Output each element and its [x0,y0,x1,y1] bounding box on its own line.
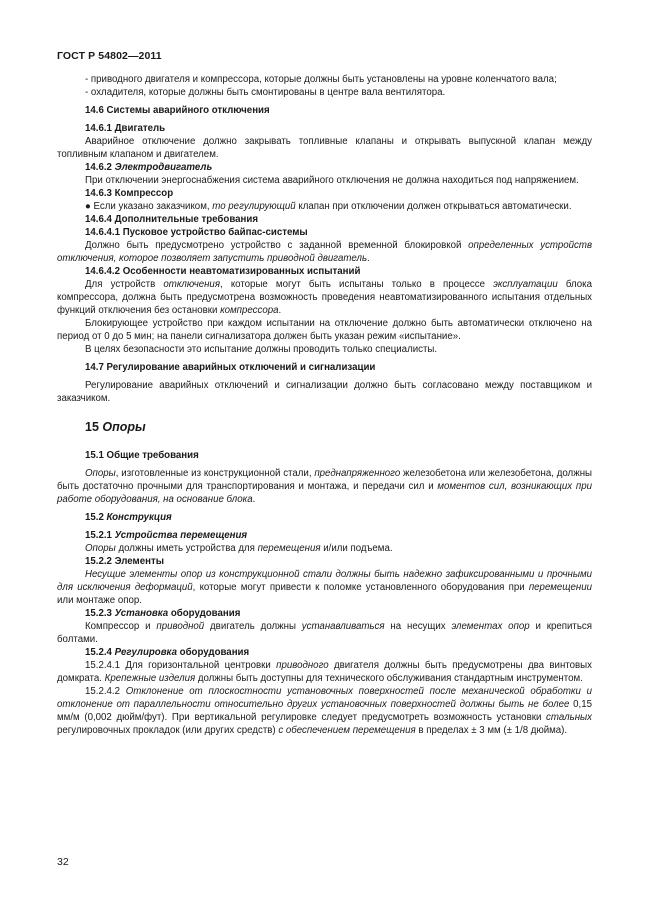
paragraph: 15.2.4.1 Для горизонтальной центровки приводного двигателя должны быть предусмотрены два винтовых домкрата. Крепежные изделия должны быть доступны для технического обслуживания стандартным инструментом. [57,660,592,684]
subsection-heading-15-2-3: 15.2.3 Установка оборудования [85,608,241,619]
paragraph: Аварийное отключение должно закрывать топливные клапаны и открывать выпускной клапан между топливным клапаном и двигателем. [57,136,592,160]
document-body [57,73,592,737]
subsection-heading-15-2-4: 15.2.4 Регулировка оборудования [85,647,250,658]
paragraph: В целях безопасности это испытание должны проводить только специалисты. [85,344,438,355]
paragraph: Регулирование аварийных отключений и сигнализации должно быть согласовано между поставщиком и заказчиком. [57,380,592,404]
subsection-heading-15-2-1: 15.2.1 Устройства перемещения [85,530,248,541]
section-heading-14-7: 14.7 Регулирование аварийных отключений и сигнализации [85,362,376,373]
list-item: - приводного двигателя и компрессора, которые должны быть установлены на уровне коленчатого вала; [85,74,557,85]
subsection-heading-14-6-4: 14.6.4 Дополнительные требования [85,214,258,225]
paragraph: Опоры, изготовленные из конструкционной стали, преднапряженного железобетона или железобетона, должны быть достаточно прочными для транспортирования и монтажа, и передачи сил и моментов сил, возникающих при работе оборудования, на основание блока. [57,468,593,505]
subsection-heading-14-6-2: 14.6.2 Электродвигатель [85,162,213,173]
paragraph: Для устройств отключения, которые могут быть испытаны только в процессе эксплуатации блока компрессора, должна быть предусмотрена возможность проведения неавтоматизированного испытания отдельных функций отключения без остановки компрессора. [57,279,592,316]
subsection-heading-14-6-4-2: 14.6.4.2 Особенности неавтоматизированных испытаний [85,266,361,277]
paragraph: Компрессор и приводной двигатель должны устанавливаться на несущих элементах опор и крепиться болтами. [57,621,592,645]
subsection-heading-14-6-1: 14.6.1 Двигатель [85,123,166,134]
subsection-heading-14-6-3: 14.6.3 Компрессор [85,188,174,199]
list-item: - охладителя, которые должны быть смонтированы в центре вала вентилятора. [85,87,446,98]
paragraph: Несущие элементы опор из конструкционной стали должны быть надежно зафиксированными и прочными для исключения деформаций, которые могут привести к поломке установленного оборудования при перемещении или монтаже опор. [57,569,592,606]
paragraph: Блокирующее устройство при каждом испытании на отключение должно быть автоматически отключено на период от 0 до 5 мин; на панели сигнализатора должен быть указан режим «испытание». [57,318,592,342]
chapter-heading-15: 15 Опоры [85,420,146,434]
section-heading-14-6: 14.6 Системы аварийного отключения [85,105,270,116]
section-heading-15-1: 15.1 Общие требования [85,450,199,461]
paragraph: 15.2.4.2 Отклонение от плоскостности установочных поверхностей после механической обработки и отклонение от параллельности относительно других установочных поверхностей должны быть не более 0,15 мм/м (0,002 дюйм/фут). При вертикальной регулировке следует предусмотреть возможность установки стальных регулировочных прокладок (или других средств) с обеспечением перемещения в пределах ± 3 мм (± 1/8 дюйма). [57,686,593,736]
subsection-heading-14-6-4-1: 14.6.4.1 Пусковое устройство байпас-системы [85,227,308,238]
paragraph: ● Если указано заказчиком, то регулирующий клапан при отключении должен открываться автоматически. [85,201,572,212]
section-heading-15-2: 15.2 Конструкция [85,512,172,523]
paragraph: При отключении энергоснабжения система аварийного отключения не должна находиться под напряжением. [85,175,579,186]
paragraph: Опоры должны иметь устройства для перемещения и/или подъема. [85,543,393,554]
document-header: ГОСТ Р 54802—2011 [57,50,162,62]
page-number: 32 [57,856,69,868]
paragraph: Должно быть предусмотрено устройство с заданной временной блокировкой определенных устройств отключения, которое позволяет запустить приводной двигатель. [57,240,593,264]
subsection-heading-15-2-2: 15.2.2 Элементы [85,556,164,567]
